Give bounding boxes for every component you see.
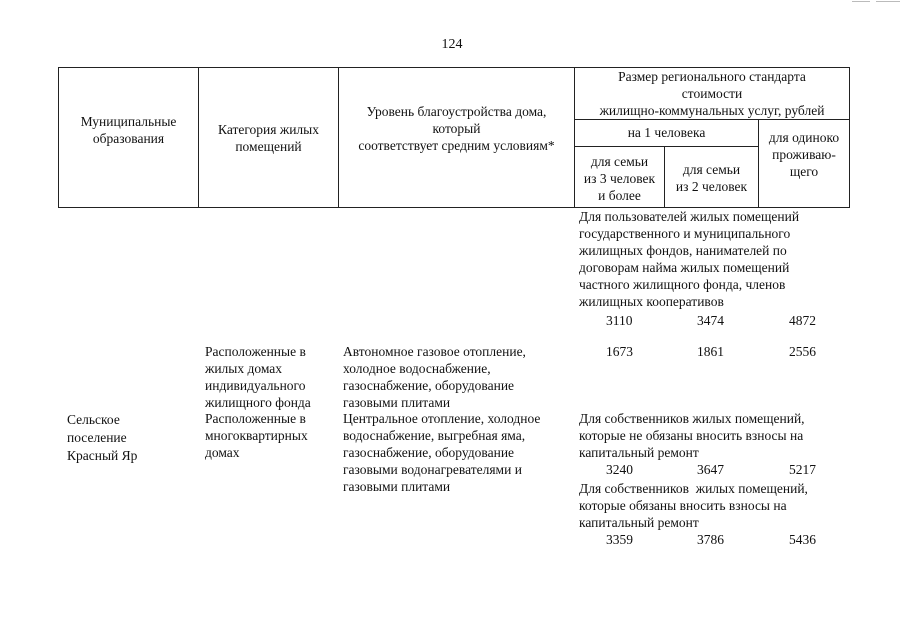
header-family3: для семьи из 3 человек и более bbox=[583, 154, 656, 203]
row-category: Расположенные в жилых домах индивидуального жилищного фонда bbox=[205, 344, 311, 410]
value-family2: 3474 bbox=[697, 313, 724, 328]
value-single: 5217 bbox=[789, 462, 816, 477]
section-label: Для пользователей жилых помещений государственного и муниципального жилищных фондов, нанимателей по договорам найма жилых помещений частного жилищного фонда, членов жилищных кооперативов bbox=[579, 209, 800, 309]
value-single: 5436 bbox=[789, 532, 816, 547]
header-category: Категория жилых помещений bbox=[218, 122, 319, 154]
standard-subheader-border bbox=[574, 119, 850, 120]
value-family3: 3110 bbox=[606, 313, 633, 328]
section-label: Для собственников жилых помещений, которые не обязаны вносить взносы на капитальный ремонт bbox=[579, 411, 805, 460]
header-family2: для семьи из 2 человек bbox=[675, 162, 748, 194]
value-single: 2556 bbox=[789, 344, 816, 359]
header-level: Уровень благоустройства дома, который соответствует средним условиям* bbox=[358, 104, 555, 153]
header-municipality: Муниципальные образования bbox=[80, 114, 177, 146]
value-family2: 3786 bbox=[697, 532, 724, 547]
value-family2: 1861 bbox=[697, 344, 724, 359]
value-family2: 3647 bbox=[697, 462, 724, 477]
scan-edge-mark bbox=[852, 1, 870, 2]
municipality-name: Сельское поселение Красный Яр bbox=[67, 412, 138, 463]
value-family3: 3240 bbox=[606, 462, 633, 477]
row-level: Центральное отопление, холодное водоснабжение, выгребная яма, газоснабжение, оборудование газовыми водонагревателями и газовыми плитами bbox=[343, 411, 541, 494]
value-family3: 3359 bbox=[606, 532, 633, 547]
header-standard: Размер регионального стандарта стоимости жилищно-коммунальных услуг, рублей bbox=[599, 69, 825, 118]
table-right-border bbox=[849, 67, 850, 208]
section-label: Для собственников жилых помещений, которые обязаны вносить взносы на капитальный ремонт bbox=[579, 481, 808, 530]
page-number: 124 bbox=[441, 37, 463, 52]
row-level: Автономное газовое отопление, холодное водоснабжение, газоснабжение, оборудование газовыми плитами bbox=[343, 344, 526, 410]
per-person-subheader-border bbox=[574, 146, 758, 147]
value-family3: 1673 bbox=[606, 344, 633, 359]
header-single: для одиноко проживаю- щего bbox=[768, 130, 840, 179]
row-category: Расположенные в многоквартирных домах bbox=[205, 411, 308, 460]
value-single: 4872 bbox=[789, 313, 816, 328]
scan-edge-mark bbox=[876, 1, 900, 2]
header-per-person: на 1 человека bbox=[627, 125, 706, 140]
